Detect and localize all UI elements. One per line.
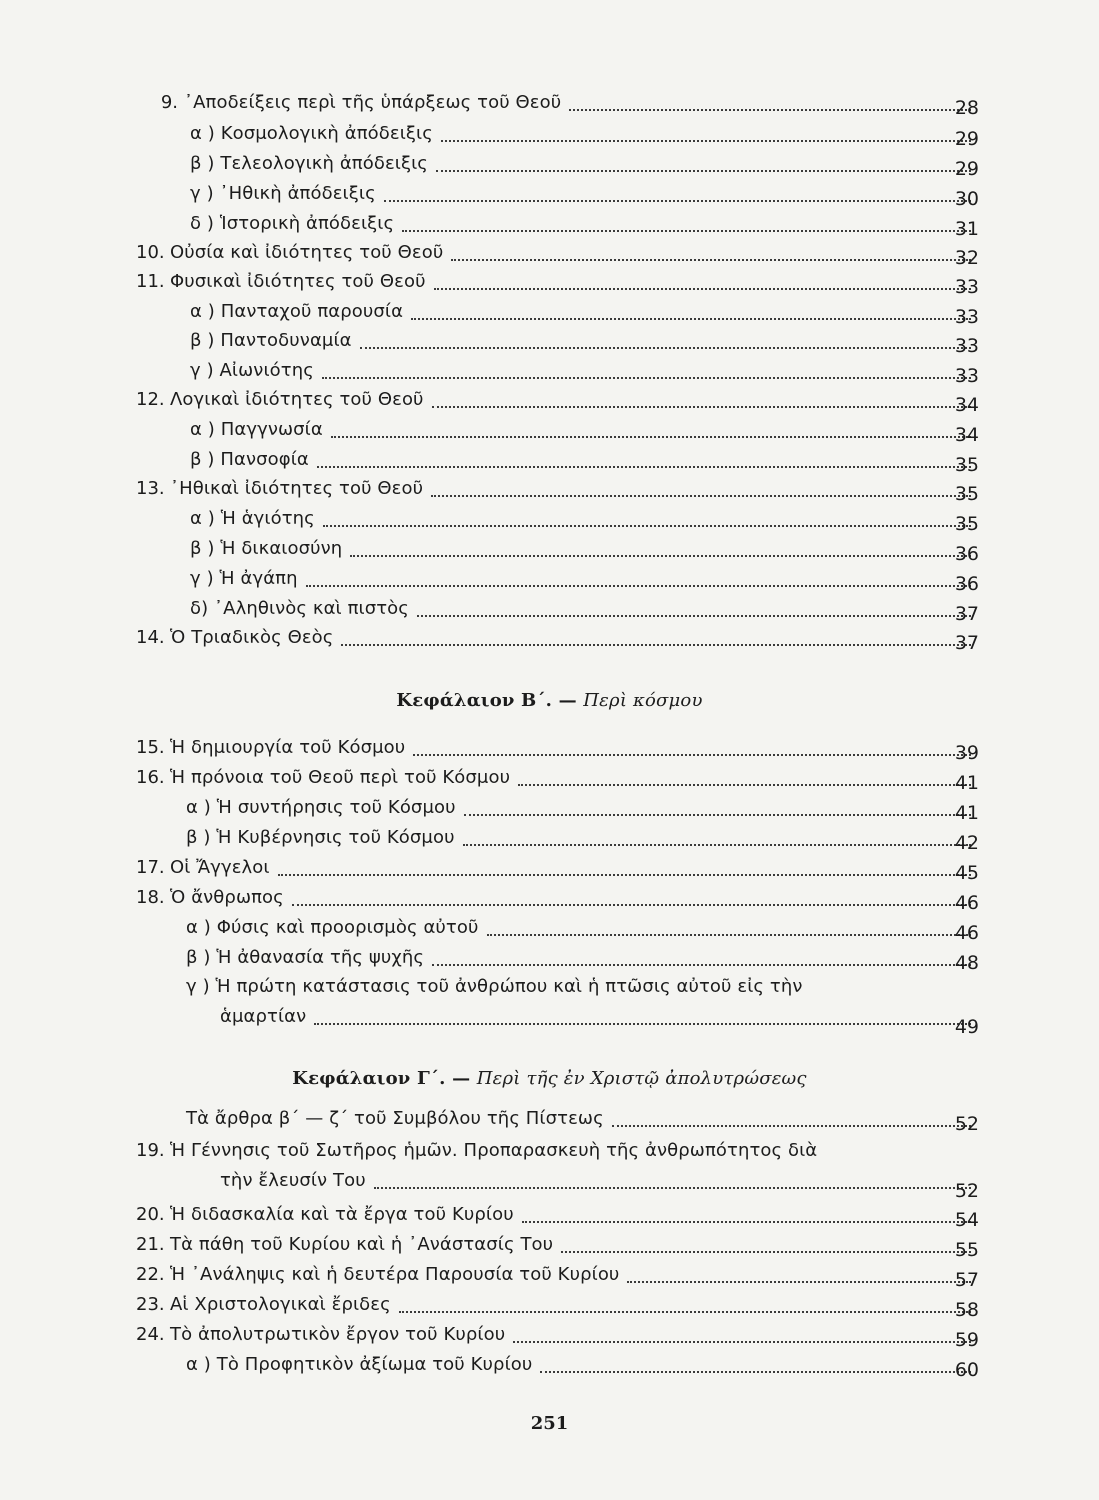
toc-entry-20 — [136, 1199, 979, 1231]
entry-page: 36 — [954, 543, 979, 565]
toc-entry-13b — [190, 533, 979, 565]
entry-page: 41 — [954, 802, 979, 824]
toc-entry-9d — [190, 208, 979, 240]
toc-entry-21 — [136, 1229, 979, 1261]
entry-number: 24. — [136, 1324, 165, 1345]
toc-entry-18c — [186, 972, 979, 1038]
entry-number: 18. — [136, 887, 165, 908]
toc-entry-14 — [136, 622, 979, 654]
entry-number: 15. — [136, 737, 165, 758]
entry-title: β ) Πανσοφία — [190, 449, 309, 470]
entry-number: 14. — [136, 627, 165, 648]
entry-title: α ) Φύσις καὶ προορισμὸς αὐτοῦ — [186, 917, 479, 938]
entry-page: 34 — [954, 424, 979, 446]
entry-title: Φυσικαὶ ἰδιότητες τοῦ Θεοῦ — [170, 271, 426, 292]
entry-page: 37 — [954, 603, 979, 625]
leader-dots — [464, 814, 971, 816]
entry-number: 12. — [136, 389, 165, 410]
entry-title: β ) Τελεολογικὴ ἀπόδειξις — [190, 153, 428, 174]
leader-dots — [331, 436, 971, 438]
entry-number: 11. — [136, 271, 165, 292]
leader-dots — [451, 259, 971, 261]
toc-entry-12b — [190, 444, 979, 476]
leader-dots — [306, 585, 971, 587]
toc-entry-13c — [190, 563, 979, 595]
leader-dots — [314, 1023, 971, 1025]
leader-dots — [561, 1251, 971, 1253]
leader-dots — [322, 377, 971, 379]
entry-page: 33 — [954, 306, 979, 328]
leader-dots — [323, 525, 971, 527]
entry-title: Τὰ πάθη τοῦ Κυρίου καὶ ἡ ᾿Ανάστασίς Του — [170, 1234, 554, 1255]
entry-page: 60 — [954, 1359, 979, 1381]
entry-page: 33 — [954, 365, 979, 387]
leader-dots — [350, 555, 971, 557]
chapter-heading-g — [0, 1068, 1099, 1089]
entry-title: Οὐσία καὶ ἰδιότητες τοῦ Θεοῦ — [170, 242, 444, 263]
toc-entry-9b — [190, 148, 979, 180]
entry-number: 10. — [136, 242, 165, 263]
leader-dots — [434, 288, 971, 290]
entry-title: α ) Ἡ ἁγιότης — [190, 508, 315, 529]
entry-title: Ὁ ἄνθρωπος — [170, 887, 284, 908]
leader-dots — [360, 347, 971, 349]
toc-entry-22 — [136, 1259, 979, 1291]
toc-entry-16 — [136, 762, 979, 794]
leader-dots — [436, 170, 971, 172]
toc-entry-18a — [186, 912, 979, 944]
entry-page: 57 — [954, 1269, 979, 1291]
entry-title: Τὸ ἀπολυτρωτικὸν ἔργον τοῦ Κυρίου — [170, 1324, 506, 1345]
toc-entry-16a — [186, 792, 979, 824]
entry-page: 58 — [954, 1299, 979, 1321]
entry-title: Τὰ ἄρθρα β΄ — ζ΄ τοῦ Συμβόλου τῆς Πίστεως — [186, 1108, 604, 1129]
entry-page: 31 — [954, 218, 979, 240]
entry-title: Λογικαὶ ἰδιότητες τοῦ Θεοῦ — [170, 389, 424, 410]
toc-entry-10 — [136, 237, 979, 269]
entry-title: γ ) Αἰωνιότης — [190, 360, 314, 381]
entry-page: 52 — [954, 1180, 979, 1202]
toc-entry-creed — [186, 1103, 979, 1135]
leader-dots — [384, 200, 971, 202]
entry-title: β ) Παντοδυναμία — [190, 330, 352, 351]
page-number: 251 — [530, 1413, 569, 1434]
toc-entry-16b — [186, 822, 979, 854]
entry-page: 46 — [954, 892, 979, 914]
entry-title: γ ) ᾿Ηθικὴ ἀπόδειξις — [190, 183, 376, 204]
toc-entry-9 — [150, 87, 979, 119]
chapter-heading-b — [0, 690, 1099, 711]
leader-dots — [612, 1125, 971, 1127]
entry-title: ᾿Ηθικαὶ ἰδιότητες τοῦ Θεοῦ — [170, 478, 424, 499]
entry-title: γ ) Ἡ ἀγάπη — [190, 568, 298, 589]
entry-number: 21. — [136, 1234, 165, 1255]
entry-number: 23. — [136, 1294, 165, 1315]
toc-entry-12 — [136, 384, 979, 416]
entry-number: 17. — [136, 857, 165, 878]
leader-dots — [402, 230, 971, 232]
entry-title: α ) Ἡ συντήρησις τοῦ Κόσμου — [186, 797, 456, 818]
toc-entry-17 — [136, 852, 979, 884]
entry-page: 41 — [954, 772, 979, 794]
entry-page: 46 — [954, 922, 979, 944]
leader-dots — [341, 644, 971, 646]
entry-title: Ἡ ᾿Ανάληψις καὶ ἡ δευτέρα Παρουσία τοῦ Κυρίου — [170, 1264, 620, 1285]
entry-title: β ) Ἡ ἀθανασία τῆς ψυχῆς — [186, 947, 425, 968]
entry-title: Αἱ Χριστολογικαὶ ἔριδες — [170, 1294, 391, 1315]
entry-page: 36 — [954, 573, 979, 595]
toc-entry-23 — [136, 1289, 979, 1321]
entry-page: 30 — [954, 188, 979, 210]
entry-title-line1: Ἡ Γέννησις τοῦ Σωτῆρος ἡμῶν. Προπαρασκευὴ τῆς ἀνθρωπότητος διὰ — [170, 1140, 818, 1161]
toc-entry-9a — [190, 118, 979, 150]
entry-page: 29 — [954, 158, 979, 180]
entry-title: β ) Ἡ Κυβέρνησις τοῦ Κόσμου — [186, 827, 455, 848]
leader-dots — [627, 1281, 971, 1283]
toc-entry-24a — [186, 1349, 979, 1381]
leader-dots — [522, 1221, 971, 1223]
toc-entry-18 — [136, 882, 979, 914]
entry-title: Ἡ διδασκαλία καὶ τὰ ἔργα τοῦ Κυρίου — [170, 1204, 514, 1225]
chapter-prefix: Κεφάλαιον Β΄. — — [396, 690, 577, 711]
entry-number: 19. — [136, 1140, 165, 1161]
entry-title: Ὁ Τριαδικὸς Θεὸς — [170, 627, 334, 648]
toc-entry-24 — [136, 1319, 979, 1351]
entry-title: Ἡ πρόνοια τοῦ Θεοῦ περὶ τοῦ Κόσμου — [170, 767, 511, 788]
leader-dots — [317, 466, 971, 468]
leader-dots — [540, 1371, 971, 1373]
entry-page: 29 — [954, 128, 979, 150]
entry-title: Ἡ δημιουργία τοῦ Κόσμου — [170, 737, 406, 758]
toc-entry-19 — [136, 1136, 979, 1202]
entry-title: α ) Πανταχοῦ παρουσία — [190, 301, 404, 322]
toc-entry-18b — [186, 942, 979, 974]
toc-entry-11a — [190, 296, 979, 328]
leader-dots — [569, 109, 971, 111]
leader-dots — [413, 754, 971, 756]
entry-page: 42 — [954, 832, 979, 854]
entry-title: α ) Τὸ Προφητικὸν ἀξίωμα τοῦ Κυρίου — [186, 1354, 533, 1375]
toc-entry-13d — [190, 593, 979, 625]
entry-number: 22. — [136, 1264, 165, 1285]
entry-title: ᾿Αποδείξεις περὶ τῆς ὑπάρξεως τοῦ Θεοῦ — [184, 92, 562, 113]
leader-dots — [292, 904, 971, 906]
chapter-title: Περὶ τῆς ἐν Χριστῷ ἀπολυτρώσεως — [476, 1068, 807, 1089]
entry-page: 39 — [954, 742, 979, 764]
entry-page: 52 — [954, 1113, 979, 1135]
toc-entry-13a — [190, 503, 979, 535]
chapter-title: Περὶ κόσμου — [583, 690, 703, 711]
entry-page: 34 — [954, 394, 979, 416]
entry-title: δ) ᾿Αληθινὸς καὶ πιστὸς — [190, 598, 409, 619]
entry-title: β ) Ἡ δικαιοσύνη — [190, 538, 343, 559]
entry-page: 59 — [954, 1329, 979, 1351]
entry-title-line1: γ ) Ἡ πρώτη κατάστασις τοῦ ἀνθρώπου καὶ ἡ πτῶσις αὐτοῦ εἰς τὴν — [186, 976, 803, 997]
entry-page: 35 — [954, 454, 979, 476]
leader-dots — [411, 318, 971, 320]
toc-entry-13 — [136, 473, 979, 505]
toc-entry-11c — [190, 355, 979, 387]
toc-entry-11b — [190, 325, 979, 357]
entry-number: 20. — [136, 1204, 165, 1225]
leader-dots — [513, 1341, 971, 1343]
entry-title-line2: τὴν ἔλευσίν Του — [220, 1170, 366, 1191]
toc-entry-9c — [190, 178, 979, 210]
entry-number: 13. — [136, 478, 165, 499]
leader-dots — [487, 934, 972, 936]
toc-entry-12a — [190, 414, 979, 446]
entry-page: 48 — [954, 952, 979, 974]
entry-title: α ) Παγγνωσία — [190, 419, 323, 440]
leader-dots — [278, 874, 971, 876]
leader-dots — [432, 406, 971, 408]
leader-dots — [399, 1311, 971, 1313]
entry-page: 28 — [954, 97, 979, 119]
leader-dots — [518, 784, 971, 786]
entry-page: 45 — [954, 862, 979, 884]
toc-entry-11 — [136, 266, 979, 298]
entry-number: 16. — [136, 767, 165, 788]
leader-dots — [463, 844, 971, 846]
entry-number: 9. — [160, 92, 178, 113]
leader-dots — [441, 140, 971, 142]
entry-page: 55 — [954, 1239, 979, 1261]
entry-page: 35 — [954, 483, 979, 505]
entry-page: 54 — [954, 1209, 979, 1231]
entry-page: 33 — [954, 276, 979, 298]
entry-title-line2: ἁμαρτίαν — [220, 1006, 307, 1027]
toc-entry-15 — [136, 732, 979, 764]
leader-dots — [431, 495, 971, 497]
chapter-prefix: Κεφάλαιον Γ΄. — — [292, 1068, 471, 1089]
entry-title: α ) Κοσμολογικὴ ἀπόδειξις — [190, 123, 433, 144]
entry-title: Οἱ Ἄγγελοι — [170, 857, 270, 878]
leader-dots — [374, 1187, 971, 1189]
entry-page: 37 — [954, 632, 979, 654]
entry-page: 33 — [954, 335, 979, 357]
entry-title: δ ) Ἱστορικὴ ἀπόδειξις — [190, 213, 395, 234]
entry-page: 49 — [954, 1016, 979, 1038]
entry-page: 35 — [954, 513, 979, 535]
entry-page: 32 — [954, 247, 979, 269]
leader-dots — [417, 615, 971, 617]
leader-dots — [432, 964, 971, 966]
